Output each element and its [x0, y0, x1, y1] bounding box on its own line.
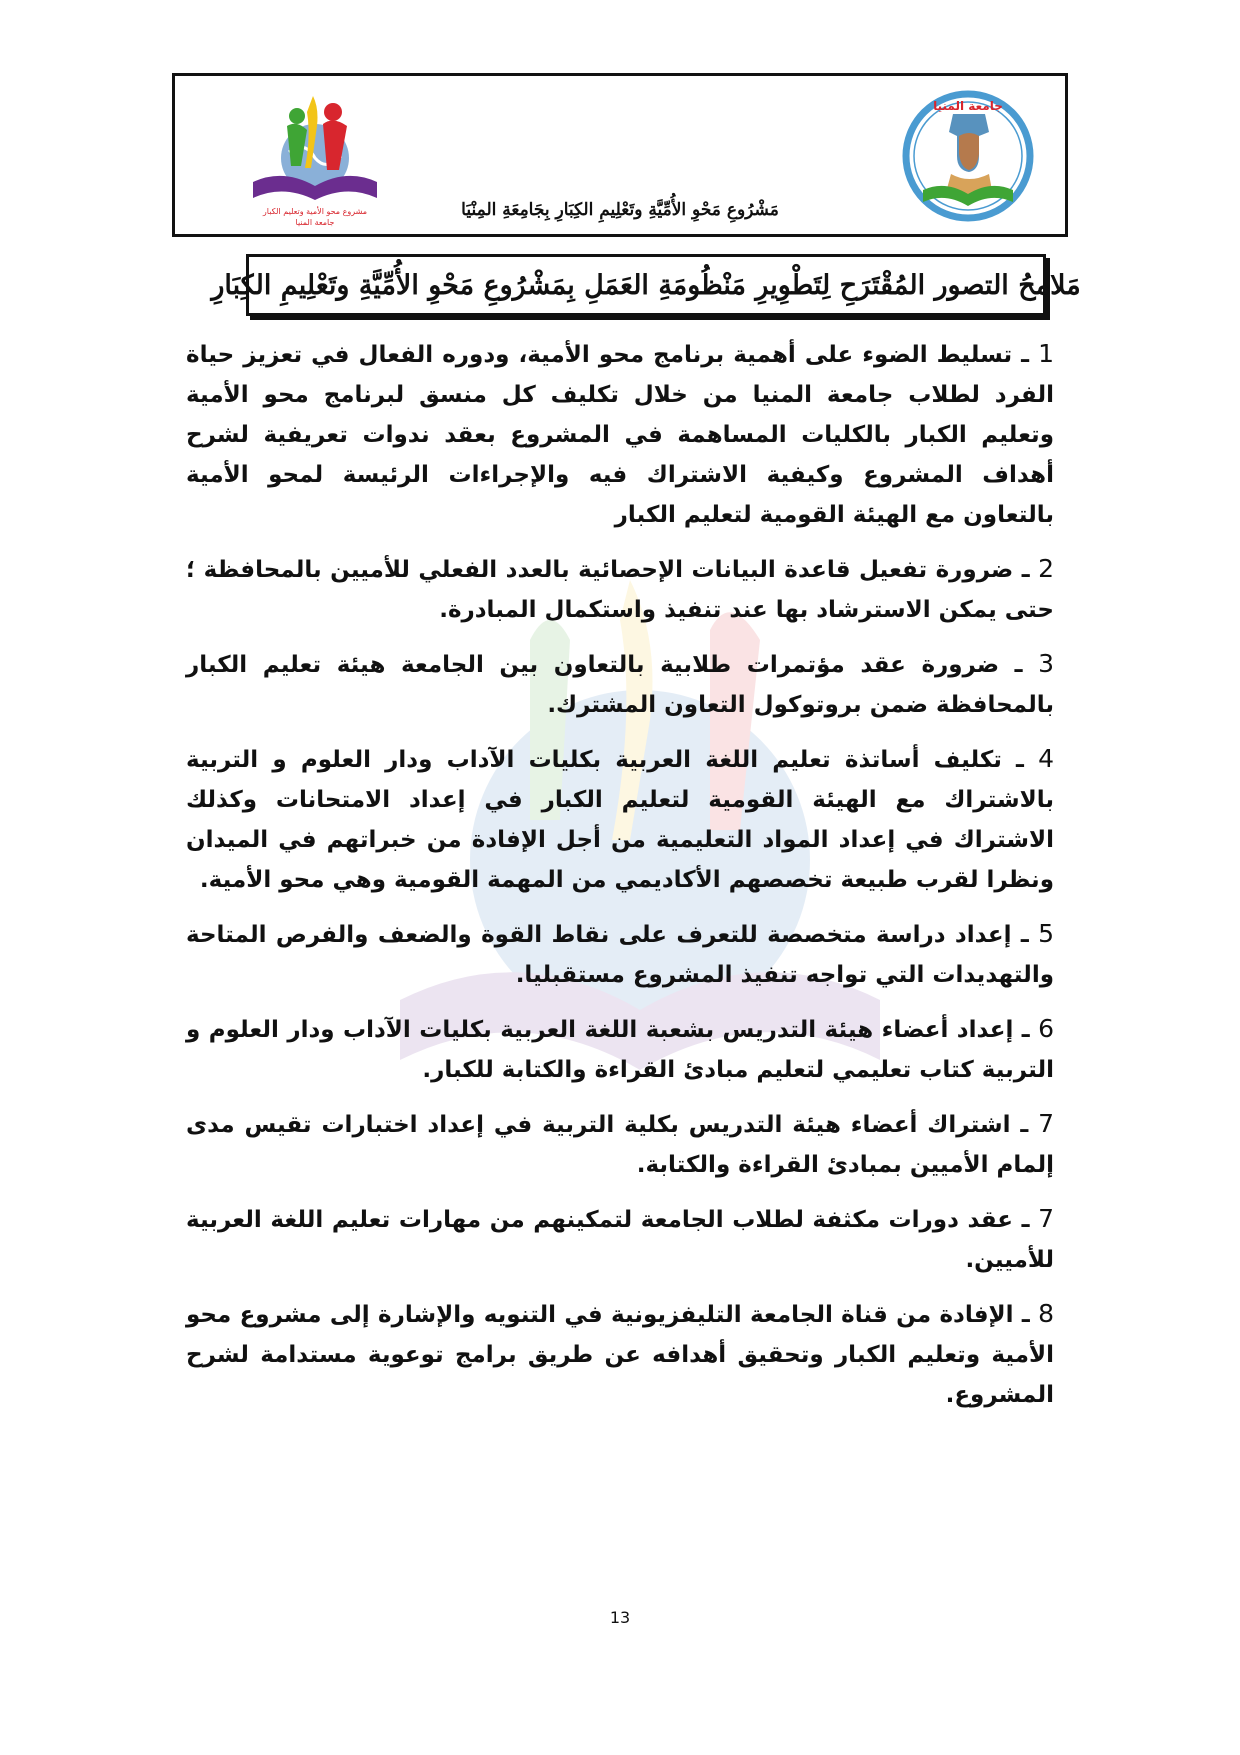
- item-number: 7: [1038, 1109, 1054, 1138]
- minia-logo-text: جامعة المنيا: [933, 99, 1003, 113]
- item-number: 3: [1038, 649, 1054, 678]
- list-item: [186, 914, 1054, 995]
- item-number: 1: [1038, 339, 1054, 368]
- item-number: 5: [1038, 919, 1055, 948]
- item-text: ـ تكليف أساتذة تعليم اللغة العربية بكليات الآداب ودار العلوم و التربية بالاشتراك مع الهيئة القومية لتعليم الكبار في إعداد الامتحانات وكذلك الاشتراك في إعداد المواد التعليمية من أجل الإفادة من خبراتهم في الميدان ونظرا لقرب طبيعة تخصصهم الأكاديمي من المهمة القومية وهي محو الأمية.: [186, 747, 1054, 893]
- list-item: [186, 739, 1054, 900]
- item-number: 6: [1038, 1014, 1054, 1043]
- item-number: 7: [1038, 1204, 1054, 1233]
- list-item: [186, 1009, 1054, 1090]
- item-text: ـ ضرورة تفعيل قاعدة البيانات الإحصائية بالعدد الفعلي للأميين بالمحافظة ؛ حتى يمكن الاسترشاد بها عند تنفيذ واستكمال المبادرة.: [186, 557, 1054, 623]
- main-title-box: [211, 254, 1081, 316]
- header-box: [172, 73, 1068, 237]
- list-item: [186, 1199, 1054, 1280]
- item-text: ـ الإفادة من قناة الجامعة التليفزيونية في التنويه والإشارة إلى مشروع محو الأمية وتعليم الكبار وتحقيق أهدافه عن طريق برامج توعوية مستدامة لشرح المشروع.: [186, 1302, 1054, 1408]
- list-item: [186, 1104, 1054, 1185]
- item-text: ـ ضرورة عقد مؤتمرات طلابية بالتعاون بين الجامعة هيئة تعليم الكبار بالمحافظة ضمن بروتوكول التعاون المشترك.: [186, 652, 1054, 718]
- item-text: ـ إعداد دراسة متخصصة للتعرف على نقاط القوة والضعف والفرص المتاحة والتهديدات التي تواجه تنفيذ المشروع مستقبليا.: [186, 922, 1054, 988]
- item-text: ـ اشتراك أعضاء هيئة التدريس بكلية التربية في إعداد اختبارات تقيس مدى إلمام الأميين بمبادئ القراءة والكتابة.: [186, 1112, 1054, 1178]
- literacy-logo-text-1: مشروع محو الأمية وتعليم الكبار: [262, 207, 368, 216]
- item-text: ـ تسليط الضوء على أهمية برنامج محو الأمية، ودوره الفعال في تعزيز حياة الفرد لطلاب جامعة المنيا من خلال تكليف كل منسق لبرنامج محو الأمية وتعليم الكبار بالكليات المساهمة في المشروع بعقد ندوات تعريفية لشرح أهداف المشروع وكيفية الاشتراك فيه والإجراءات الرئيسة لمحو الأمية بالتعاون مع الهيئة القومية لتعليم الكبار: [186, 342, 1054, 528]
- literacy-logo-text-2: جامعة المنيا: [295, 218, 335, 227]
- main-title: مَلامحُ التصور المُقْتَرَحِ لِتَطْوِيرِ مَنْظُومَةِ العَمَلِ بِمَشْرُوعِ مَحْوِ الأُمِّيَّةِ وتَعْلِيمِ الكِبَارِ: [211, 269, 1081, 301]
- list-item: [186, 549, 1054, 630]
- list-item: [186, 1294, 1054, 1415]
- item-text: ـ عقد دورات مكثفة لطلاب الجامعة لتمكينهم من مهارات تعليم اللغة العربية للأميين.: [186, 1207, 1054, 1273]
- header-title: مَشْرُوعِ مَحْوِ الأُمِّيَّةِ وتَعْلِيمِ الكِبَارِ بِجَامِعَةِ المِنْيَا: [461, 200, 779, 220]
- recommendations-list: [186, 334, 1054, 1429]
- list-item: [186, 334, 1054, 535]
- page-number: 13: [609, 1608, 631, 1627]
- list-item: [186, 644, 1054, 725]
- item-number: 8: [1038, 1299, 1054, 1328]
- item-number: 4: [1038, 744, 1054, 773]
- item-number: 2: [1038, 554, 1055, 583]
- item-text: ـ إعداد أعضاء هيئة التدريس بشعبة اللغة العربية بكليات الآداب ودار العلوم و التربية كتاب تعليمي لتعليم مبادئ القراءة والكتابة للكبار.: [186, 1017, 1054, 1083]
